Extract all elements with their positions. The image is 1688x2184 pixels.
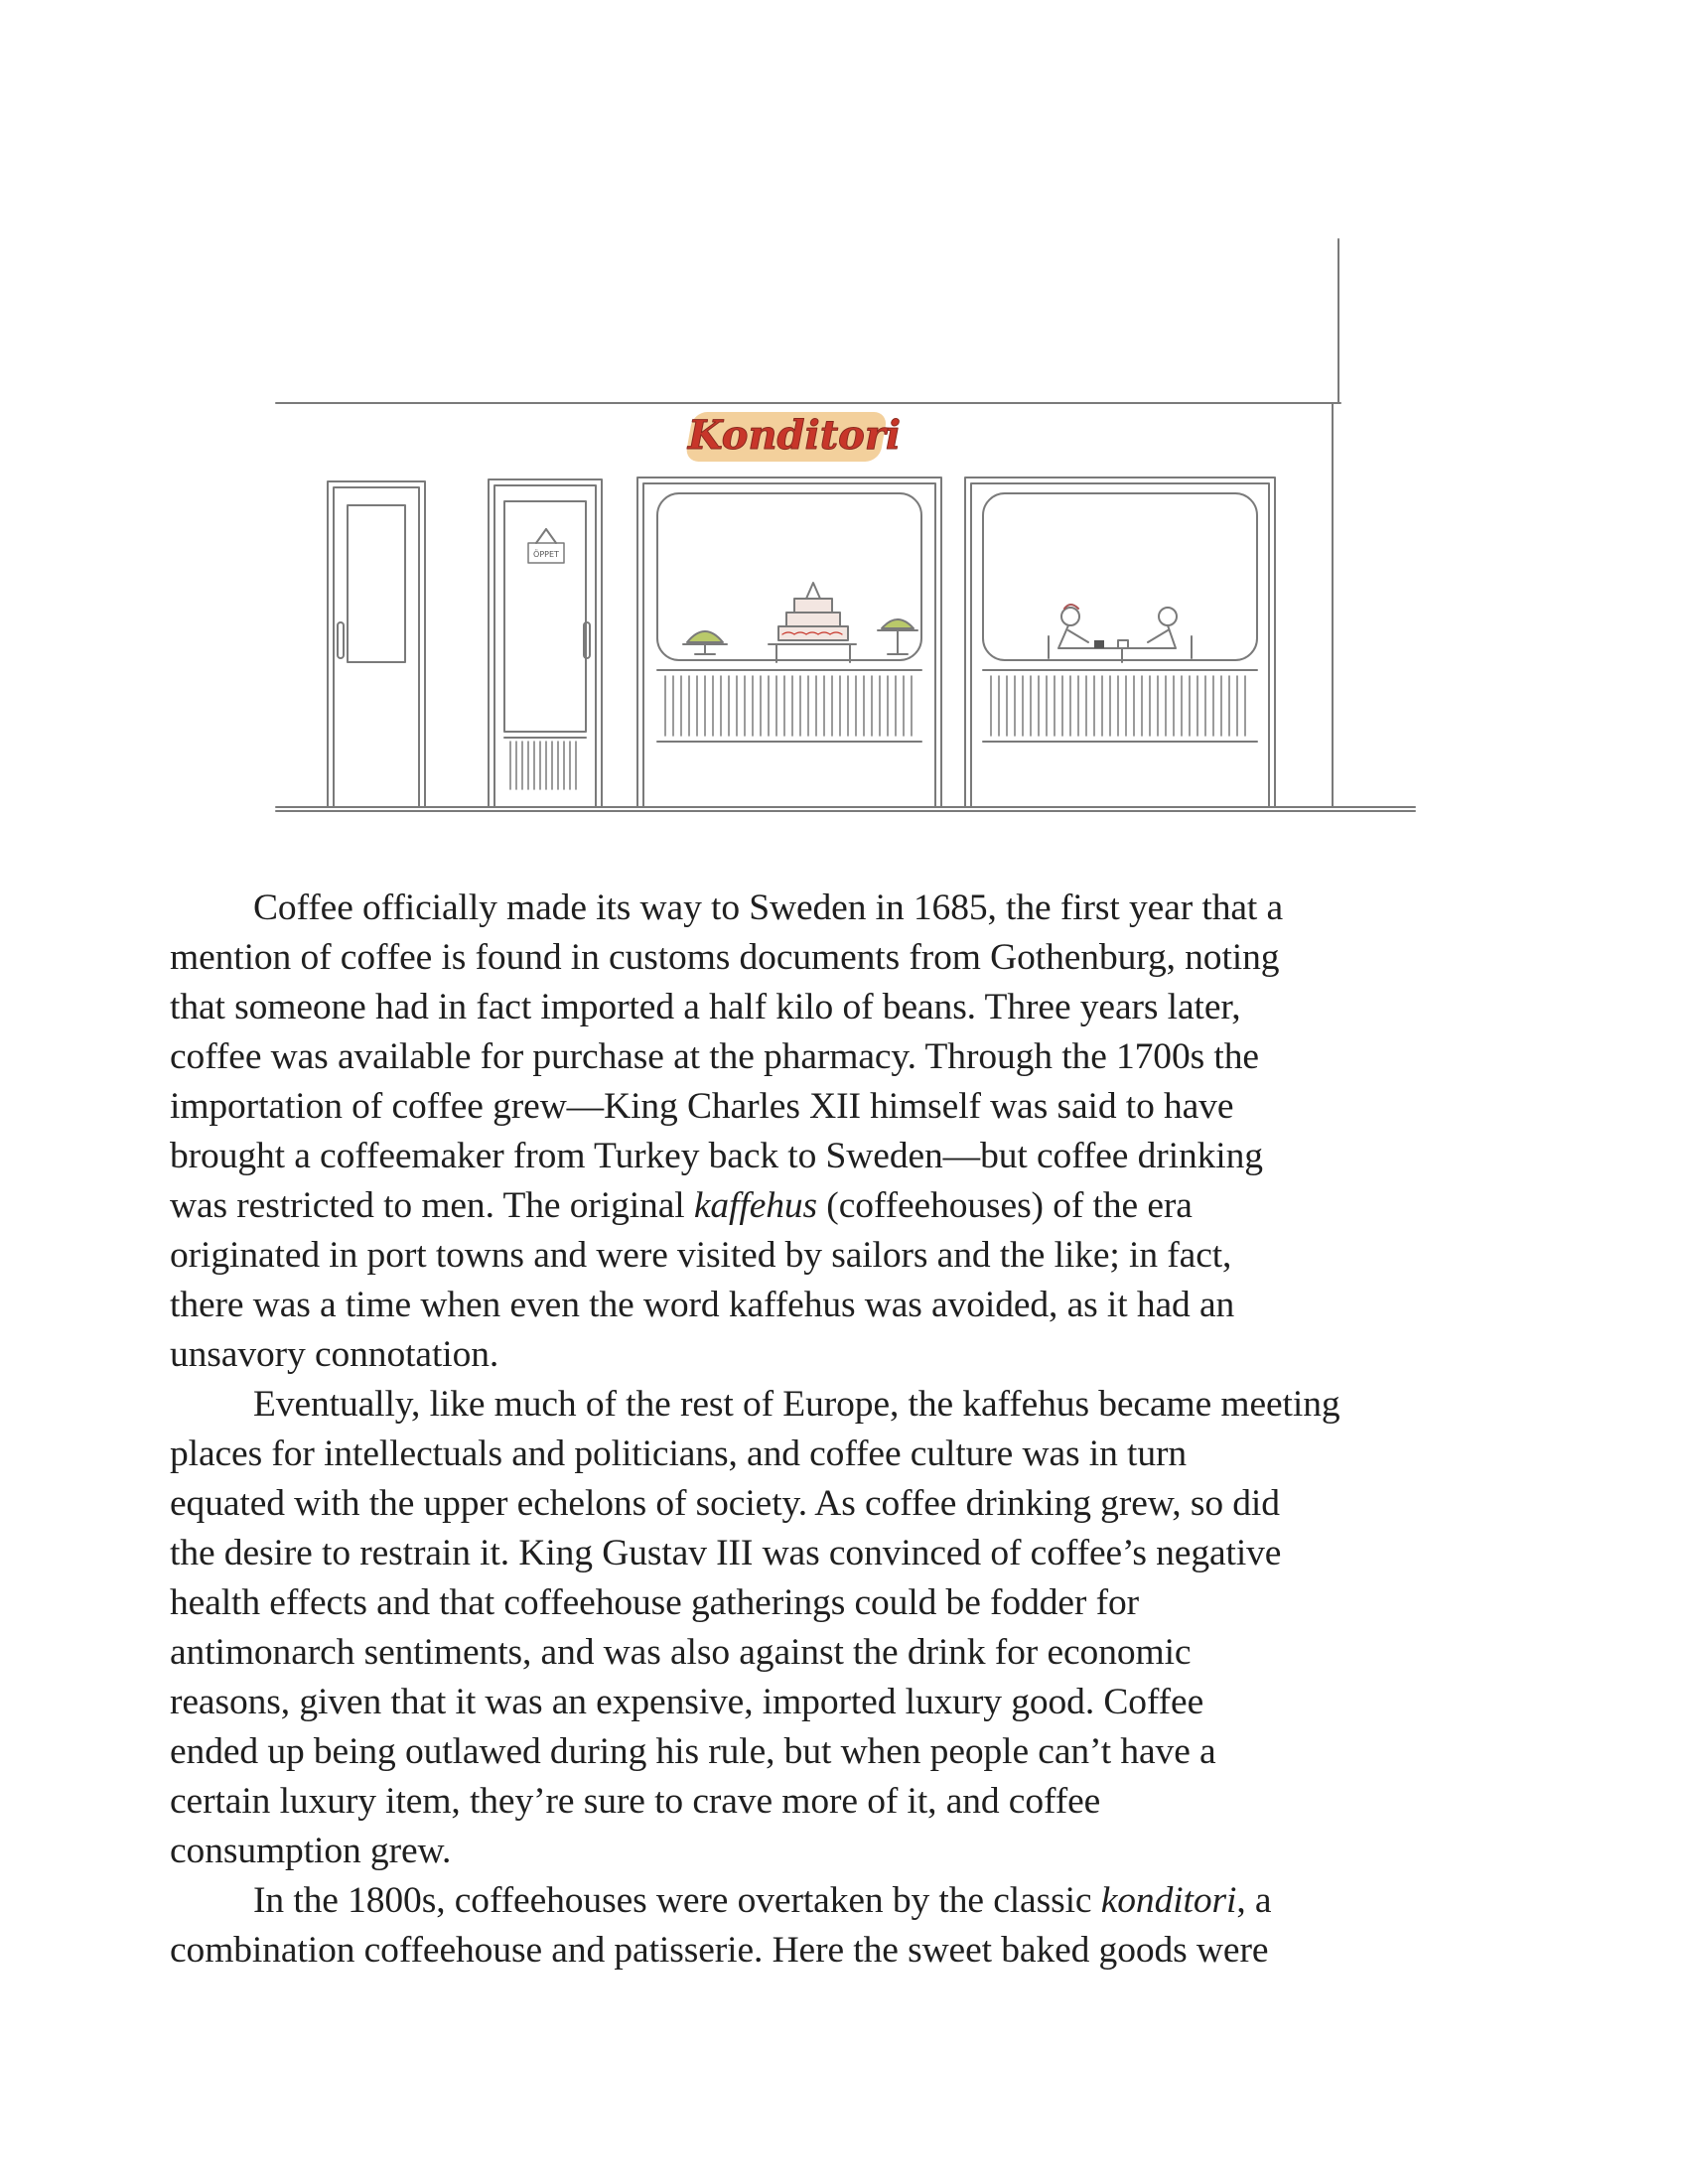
cafe-window — [965, 478, 1275, 807]
text-segment: that someone had in fact imported a half kilo of beans. Three years later, — [170, 987, 1241, 1027]
text-line — [170, 1330, 1502, 1380]
text-line — [170, 1281, 1502, 1330]
text-segment: places for intellectuals and politicians, and coffee culture was in turn — [170, 1433, 1188, 1474]
text-line — [170, 1479, 1502, 1529]
text-line — [170, 1578, 1502, 1628]
text-segment: consumption grew. — [170, 1831, 452, 1871]
text-segment: originated in port towns and were visited by sailors and the like; in fact, — [170, 1235, 1232, 1276]
seated-woman — [1049, 605, 1088, 658]
shop-door — [489, 479, 602, 807]
konditori-sign — [684, 412, 901, 462]
green-cake-left — [683, 631, 727, 654]
text-line — [170, 983, 1502, 1032]
body-text — [170, 884, 1502, 1976]
text-segment: there was a time when even the word kaffehus was avoided, as it had an — [170, 1285, 1235, 1325]
shop-sign-text: Konditori — [687, 412, 902, 459]
text-segment: health effects and that coffeehouse gatherings could be fodder for — [170, 1582, 1139, 1623]
text-line — [170, 1727, 1502, 1777]
text-line — [170, 1628, 1502, 1678]
text-segment: Eventually, like much of the rest of Europe, the kaffehus became meeting — [253, 1384, 1340, 1425]
text-segment: , a — [1236, 1880, 1272, 1921]
text-line — [170, 1926, 1502, 1976]
text-line — [170, 1529, 1502, 1578]
building-outline — [276, 239, 1415, 811]
seated-man — [1148, 608, 1192, 658]
text-segment: ended up being outlawed during his rule, but when people can’t have a — [170, 1731, 1216, 1772]
text-segment: mention of coffee is found in customs documents from Gothenburg, noting — [170, 937, 1280, 978]
green-cake-right — [878, 619, 917, 654]
text-line — [170, 1082, 1502, 1132]
paragraph — [170, 1380, 1502, 1876]
text-segment: equated with the upper echelons of society. As coffee drinking grew, so did — [170, 1483, 1280, 1524]
text-segment: (coffeehouses) of the era — [817, 1185, 1193, 1226]
text-segment: coffee was available for purchase at the pharmacy. Through the 1700s the — [170, 1036, 1259, 1077]
text-line — [170, 1678, 1502, 1727]
italic-term: kaffehus — [693, 1185, 818, 1226]
italic-term: konditori — [1100, 1880, 1237, 1921]
text-line — [170, 1181, 1502, 1231]
paragraph — [170, 1876, 1502, 1976]
text-segment: antimonarch sentiments, and was also against the drink for economic — [170, 1632, 1192, 1673]
bakery-window — [637, 478, 941, 807]
paragraph — [170, 884, 1502, 1380]
text-line — [170, 1777, 1502, 1827]
text-line — [170, 933, 1502, 983]
door-sign-text: ÖPPET — [533, 550, 559, 559]
text-segment: unsavory connotation. — [170, 1334, 499, 1375]
paragraphs — [170, 884, 1502, 1976]
text-segment: In the 1800s, coffeehouses were overtaken by the classic — [253, 1880, 1101, 1921]
tiered-cake — [769, 583, 856, 662]
text-line — [170, 1430, 1502, 1479]
text-segment: combination coffeehouse and patisserie. Here the sweet baked goods were — [170, 1930, 1269, 1971]
left-door — [328, 481, 425, 807]
text-segment: certain luxury item, they’re sure to crave more of it, and coffee — [170, 1781, 1101, 1822]
text-line — [170, 1827, 1502, 1876]
storefront-illustration — [268, 233, 1430, 829]
text-line — [211, 884, 1502, 933]
text-segment: brought a coffeemaker from Turkey back to Sweden—but coffee drinking — [170, 1136, 1263, 1176]
text-line — [211, 1380, 1502, 1430]
text-line — [170, 1231, 1502, 1281]
text-segment: Coffee officially made its way to Sweden in 1685, the first year that a — [253, 887, 1284, 928]
text-segment: the desire to restrain it. King Gustav III was convinced of coffee’s negative — [170, 1533, 1282, 1573]
text-line — [211, 1876, 1502, 1926]
text-segment: was restricted to men. The original — [170, 1185, 694, 1226]
text-line — [170, 1132, 1502, 1181]
text-line — [170, 1032, 1502, 1082]
text-segment: importation of coffee grew—King Charles XII himself was said to have — [170, 1086, 1234, 1127]
text-segment: reasons, given that it was an expensive, imported luxury good. Coffee — [170, 1682, 1204, 1722]
